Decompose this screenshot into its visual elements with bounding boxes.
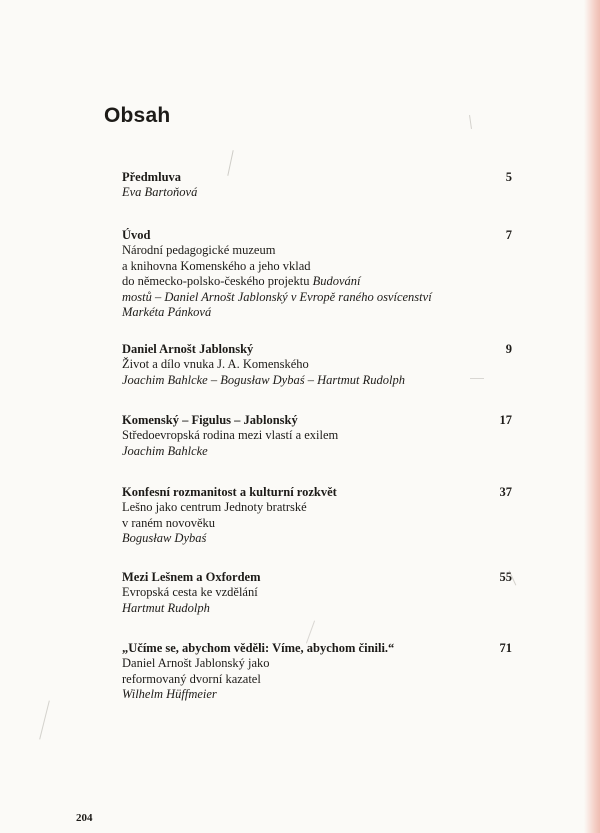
scan-mark	[306, 621, 315, 644]
toc-entry-title: „Učíme se, abychom věděli: Víme, abychom činili.“	[122, 641, 395, 655]
toc-entry-subtitle	[122, 290, 512, 306]
toc-entry-title: Komenský – Figulus – Jablonský	[122, 413, 298, 427]
toc-entry-author: Hartmut Rudolph	[122, 600, 210, 615]
toc-entry-author: Eva Bartoňová	[122, 185, 198, 199]
toc-page-number: 5	[505, 170, 512, 184]
toc-entry-author: Bogusław Dybaś	[122, 531, 207, 545]
toc-page-number: 71	[499, 641, 512, 655]
toc-entry-predmluva[interactable]	[122, 170, 512, 201]
toc-entry-subtitle: v raném novověku	[122, 515, 216, 530]
toc-page-number: 17	[499, 413, 512, 427]
toc-entry-subtitle: reformovaný dvorní kazatel	[122, 671, 261, 686]
page-title: Obsah	[104, 104, 171, 127]
subtitle-italic: Budování	[312, 274, 361, 288]
page-edge-shadow	[584, 0, 600, 833]
toc-entry-subtitle: Evropská cesta ke vzdělání	[122, 585, 258, 599]
toc-entry-title: Mezi Lešnem a Oxfordem	[122, 570, 261, 584]
toc-entry-subtitle: Život a dílo vnuka J. A. Komenského	[122, 357, 309, 371]
toc-entry-ucime-se[interactable]	[122, 641, 512, 703]
toc-page-number: 37	[499, 485, 512, 499]
toc-entry-konfesni-rozmanitost[interactable]	[122, 485, 512, 547]
toc-entry-mezi-lesnem[interactable]	[122, 570, 512, 616]
toc-entry-title: Úvod	[122, 228, 151, 242]
scan-mark	[470, 378, 484, 379]
toc-page-number: 7	[505, 228, 512, 242]
toc-entry-author: Markéta Pánková	[122, 305, 212, 319]
toc-entry-title: Konfesní rozmanitost a kulturní rozkvět	[122, 485, 337, 499]
toc-entry-komensky-figulus[interactable]	[122, 413, 512, 459]
toc-entry-title: Daniel Arnošt Jablonský	[122, 342, 254, 356]
page-number-folio: 204	[76, 812, 93, 824]
toc-page-number: 55	[499, 570, 512, 584]
toc-entry-uvod[interactable]	[122, 228, 512, 321]
toc-entry-subtitle: a knihovna Komenského a jeho vklad	[122, 258, 311, 273]
toc-entry-author: Joachim Bahlcke	[122, 443, 208, 458]
toc-entry-subtitle: Národní pedagogické muzeum	[122, 243, 276, 257]
scan-mark	[469, 115, 472, 129]
toc-entry-subtitle	[122, 274, 512, 290]
toc-entry-subtitle: Lešno jako centrum Jednoty bratrské	[122, 500, 307, 514]
subtitle-plain: do německo-polsko-českého projektu	[122, 274, 313, 288]
toc-entry-jablonsky[interactable]	[122, 342, 512, 388]
toc-entry-subtitle: Středoevropská rodina mezi vlastí a exilem	[122, 428, 339, 442]
toc-entry-author: Joachim Bahlcke – Bogusław Dybaś – Hartmut Rudolph	[122, 372, 405, 387]
toc-page-number: 9	[505, 342, 512, 356]
toc-entry-title: Předmluva	[122, 170, 182, 184]
toc-entry-author: Wilhelm Hüffmeier	[122, 687, 217, 701]
toc-entry-subtitle: Daniel Arnošt Jablonský jako	[122, 656, 270, 670]
subtitle-italic: mostů – Daniel Arnošt Jablonský v Evropě raného osvícenství	[122, 289, 432, 304]
scan-mark	[39, 700, 50, 739]
